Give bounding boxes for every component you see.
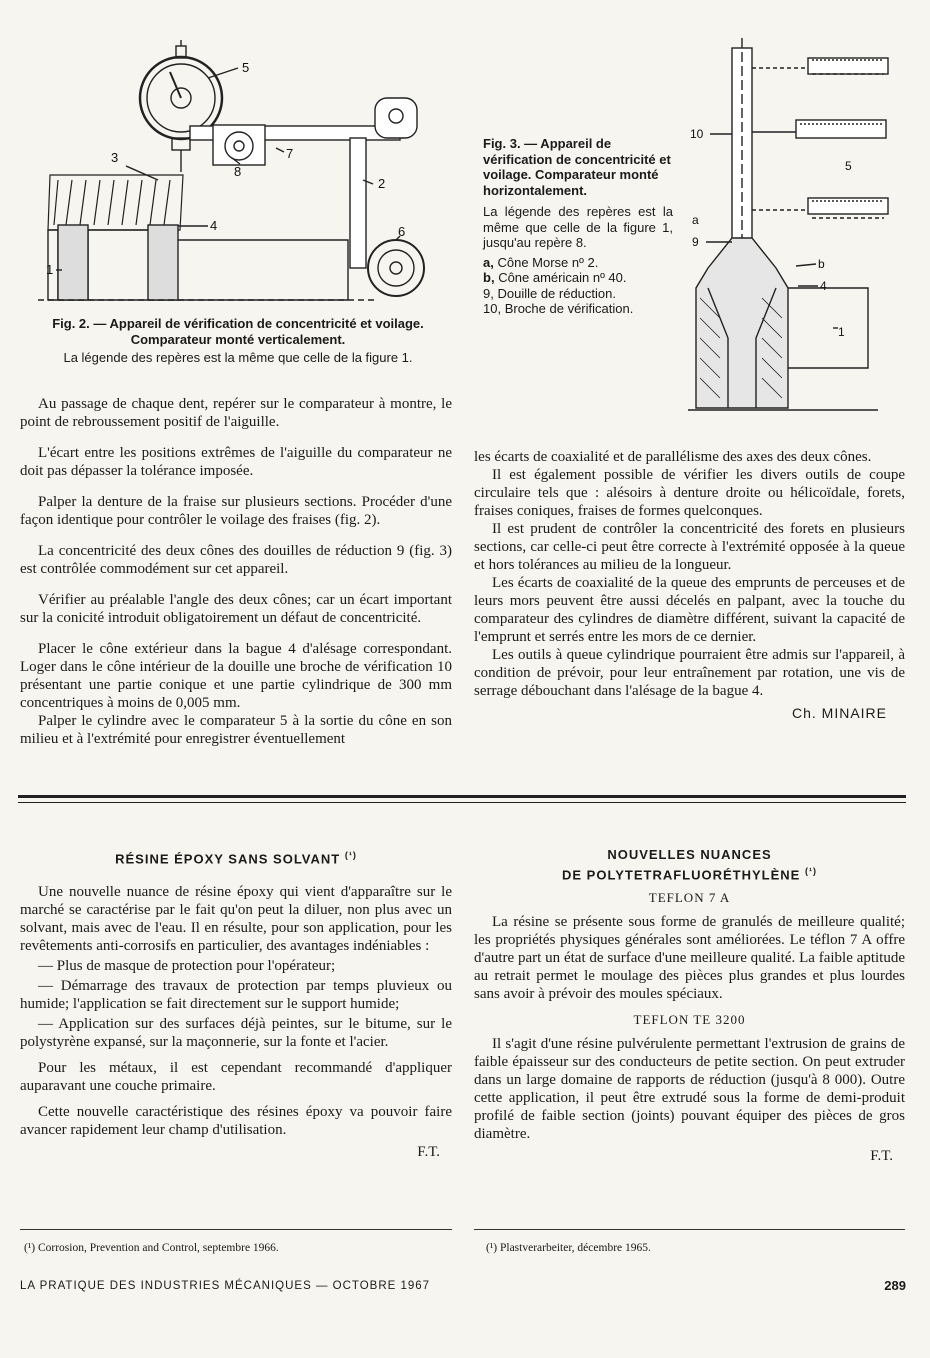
footnote-rule: [20, 1229, 452, 1230]
footnote-rule: [474, 1229, 905, 1230]
fig2-label-7: 7: [286, 146, 294, 161]
footnote-epoxy: (¹) Corrosion, Prevention and Control, septembre 1966.: [24, 1242, 279, 1254]
figure-3-caption: [483, 136, 673, 317]
paragraph: Palper la denture de la fraise sur plusieurs sections. Procéder d'une façon identique pour contrôler le voilage des fraises (fig. 2).: [20, 494, 452, 528]
list-item: — Plus de masque de protection pour l'opérateur;: [38, 958, 336, 975]
author-signature: Ch. MINAIRE: [791, 705, 887, 721]
fig2-label-1: 1: [46, 262, 54, 277]
figure-2-drawing: [18, 30, 458, 335]
paragraph: Palper le cylindre avec le comparateur 5 à la sortie du cône en son milieu et à l'extrémité pour enregistrer éventuellement: [20, 713, 452, 747]
article-epoxy: [20, 847, 452, 1161]
fig3-label-10: 10: [690, 127, 704, 141]
paragraph: L'écart entre les positions extrêmes de l'aiguille du comparateur ne doit pas dépasser la tolérance imposée.: [20, 445, 452, 479]
fig2-label-8: 8: [234, 164, 242, 179]
paragraph: Une nouvelle nuance de résine époxy qui vient d'apparaître sur le marché se caractérise par le fait qu'on peut la diluer, non plus avec un solvant, mais avec de l'eau. Il en résulte, pour son application, pour les revêtements anti-corrosifs en particulier, des avantages indéniables :: [20, 884, 452, 955]
paragraph: Pour les métaux, il est cependant recommandé d'appliquer auparavant une couche primaire.: [20, 1060, 452, 1095]
paragraph: Il est également possible de vérifier les divers outils de coupe circulaire tels que : alésoirs à denture droite ou hélicoïdale, forets, fraises coniques, fraises de formes quelconques.: [474, 467, 905, 519]
fig3-label-9: 9: [692, 235, 699, 249]
figure-2-caption-title: Fig. 2. — Appareil de vérification de concentricité et voilage. Comparateur monté verticalement.: [52, 316, 424, 347]
fig3-label-b: b: [818, 257, 825, 271]
list-item: — Application sur des surfaces déjà peintes, sur le bitume, sur le polystyrène expansé, sur la maçonnerie, sur la fonte et l'acier.: [20, 1016, 452, 1051]
paragraph: Il s'agit d'une résine pulvérulente permettant l'extrusion de grains de faible épaisseur sur des conducteurs de petite section. On peut extruder dans un large domaine de rapports de réduction (jusqu'à 8 000). Outre cette application, il peut être extrudé sous la forme de demi-produit profilé de faible section (joints) pouvant équiper des pièces de gros diamètre.: [474, 1036, 905, 1143]
article-epoxy-initials: F.T.: [417, 1144, 440, 1161]
legend-item: a, Cône Morse nº 2.: [483, 254, 599, 270]
legend-item: b, Cône américain nº 40.: [483, 270, 627, 285]
paragraph: La résine se présente sous forme de granulés de meilleure qualité; les propriétés physiques générales sont améliorées. Le téflon 7 A offre d'autre part un état de surface d'une meilleure qualité. La faible aptitude au retrait permet le moulage des pièces plus grandes et plus lourdes sans avoir à prévoir des moules spéciaux.: [474, 914, 905, 1003]
fig3-label-4: 4: [820, 279, 827, 293]
paragraph: Vérifier au préalable l'angle des deux cônes; car un écart important sur la conicité introduit obligatoirement un défaut de concentricité.: [20, 592, 452, 626]
paragraph: La concentricité des deux cônes des douilles de réduction 9 (fig. 3) est contrôlée commodément sur cet appareil.: [20, 543, 452, 577]
fig2-label-5: 5: [242, 60, 250, 75]
paragraph: Placer le cône extérieur dans la bague 4 d'alésage correspondant. Loger dans le cône intérieur de la douille une broche de vérification 10 présentant une partie conique et une partie cylindrique de 300 mm concentriques à moins de 0,005 mm.: [20, 641, 452, 711]
figure-3-legend-list: [483, 255, 673, 317]
paragraph: Cette nouvelle caractéristique des résines époxy va pouvoir faire avancer rapidement leur champ d'utilisation.: [20, 1104, 452, 1139]
fig3-label-a: a: [692, 213, 699, 227]
footnote-ptfe: (¹) Plastverarbeiter, décembre 1965.: [486, 1242, 651, 1254]
figure-2-caption: [18, 316, 458, 366]
article-main-right-column: [474, 448, 905, 722]
paragraph: Les outils à queue cylindrique pourraient être admis sur l'appareil, à condition de prévoir, pour leur entraînement par rotation, une vis de serrage débouchant dans l'alésage de la bague 4.: [474, 647, 905, 699]
fig2-label-2: 2: [378, 176, 386, 191]
paragraph: Il est prudent de contrôler la concentricité des forets en plusieurs sections, car celle-ci peut être correcte à l'extrémité opposée à la queue et hors tolérances au milieu de la longueur.: [474, 521, 905, 573]
figure-2-caption-legend: La légende des repères est la même que celle de la figure 1.: [63, 350, 413, 365]
publication-footer: LA PRATIQUE DES INDUSTRIES MÉCANIQUES — OCTOBRE 1967: [20, 1280, 431, 1292]
paragraph: Les écarts de coaxialité de la queue des emprunts de perceuses et de leurs mors peuvent être aussi décelés en palpant, avec la touche du comparateur des cylindres de diamètre différent, suivant la capacité de l'emprunt et serrés entre les mors de ce dernier.: [474, 575, 905, 645]
article-ptfe-title: NOUVELLES NUANCES DE POLYTETRAFLUORÉTHYLÈNE $^{(^1)}$: [562, 847, 817, 883]
section-divider-thin: [18, 802, 906, 803]
advantages-list: [20, 957, 452, 1051]
article-main-left-column: [20, 395, 452, 761]
article-epoxy-title: RÉSINE ÉPOXY SANS SOLVANT $^{(^1)}$: [115, 850, 357, 867]
figure-3-caption-legend: La légende des repères est la même que celle de la figure 1, jusqu'au repère 8.: [483, 204, 673, 250]
figure-3-drawing: [688, 38, 926, 416]
paragraph: Au passage de chaque dent, repérer sur le comparateur à montre, le point de rebroussement positif de l'aiguille.: [20, 396, 452, 430]
article-ptfe-initials: F.T.: [870, 1148, 893, 1165]
legend-item: 10, Broche de vérification.: [483, 301, 634, 316]
fig2-label-6: 6: [398, 224, 406, 239]
list-item: — Démarrage des travaux de protection par temps pluvieux ou humide; l'application se fait directement sur le support humide;: [20, 978, 452, 1013]
paragraph: les écarts de coaxialité et de parallélisme des axes des deux cônes.: [474, 449, 872, 465]
article-ptfe: [474, 847, 905, 1165]
figure-3-caption-title: Fig. 3. — Appareil de vérification de concentricité et voilage. Comparateur monté horizontalement.: [483, 136, 671, 198]
subheading-teflon-7a: TEFLON 7 A: [648, 890, 731, 906]
fig2-label-4: 4: [210, 218, 218, 233]
fig3-label-1: 1: [838, 325, 845, 339]
subheading-teflon-te3200: TEFLON TE 3200: [633, 1012, 746, 1028]
fig3-label-5: 5: [845, 159, 852, 173]
page-number: 289: [884, 1278, 906, 1293]
legend-item: 9, Douille de réduction.: [483, 285, 616, 301]
fig2-label-3: 3: [111, 150, 119, 165]
section-divider: [18, 795, 906, 798]
